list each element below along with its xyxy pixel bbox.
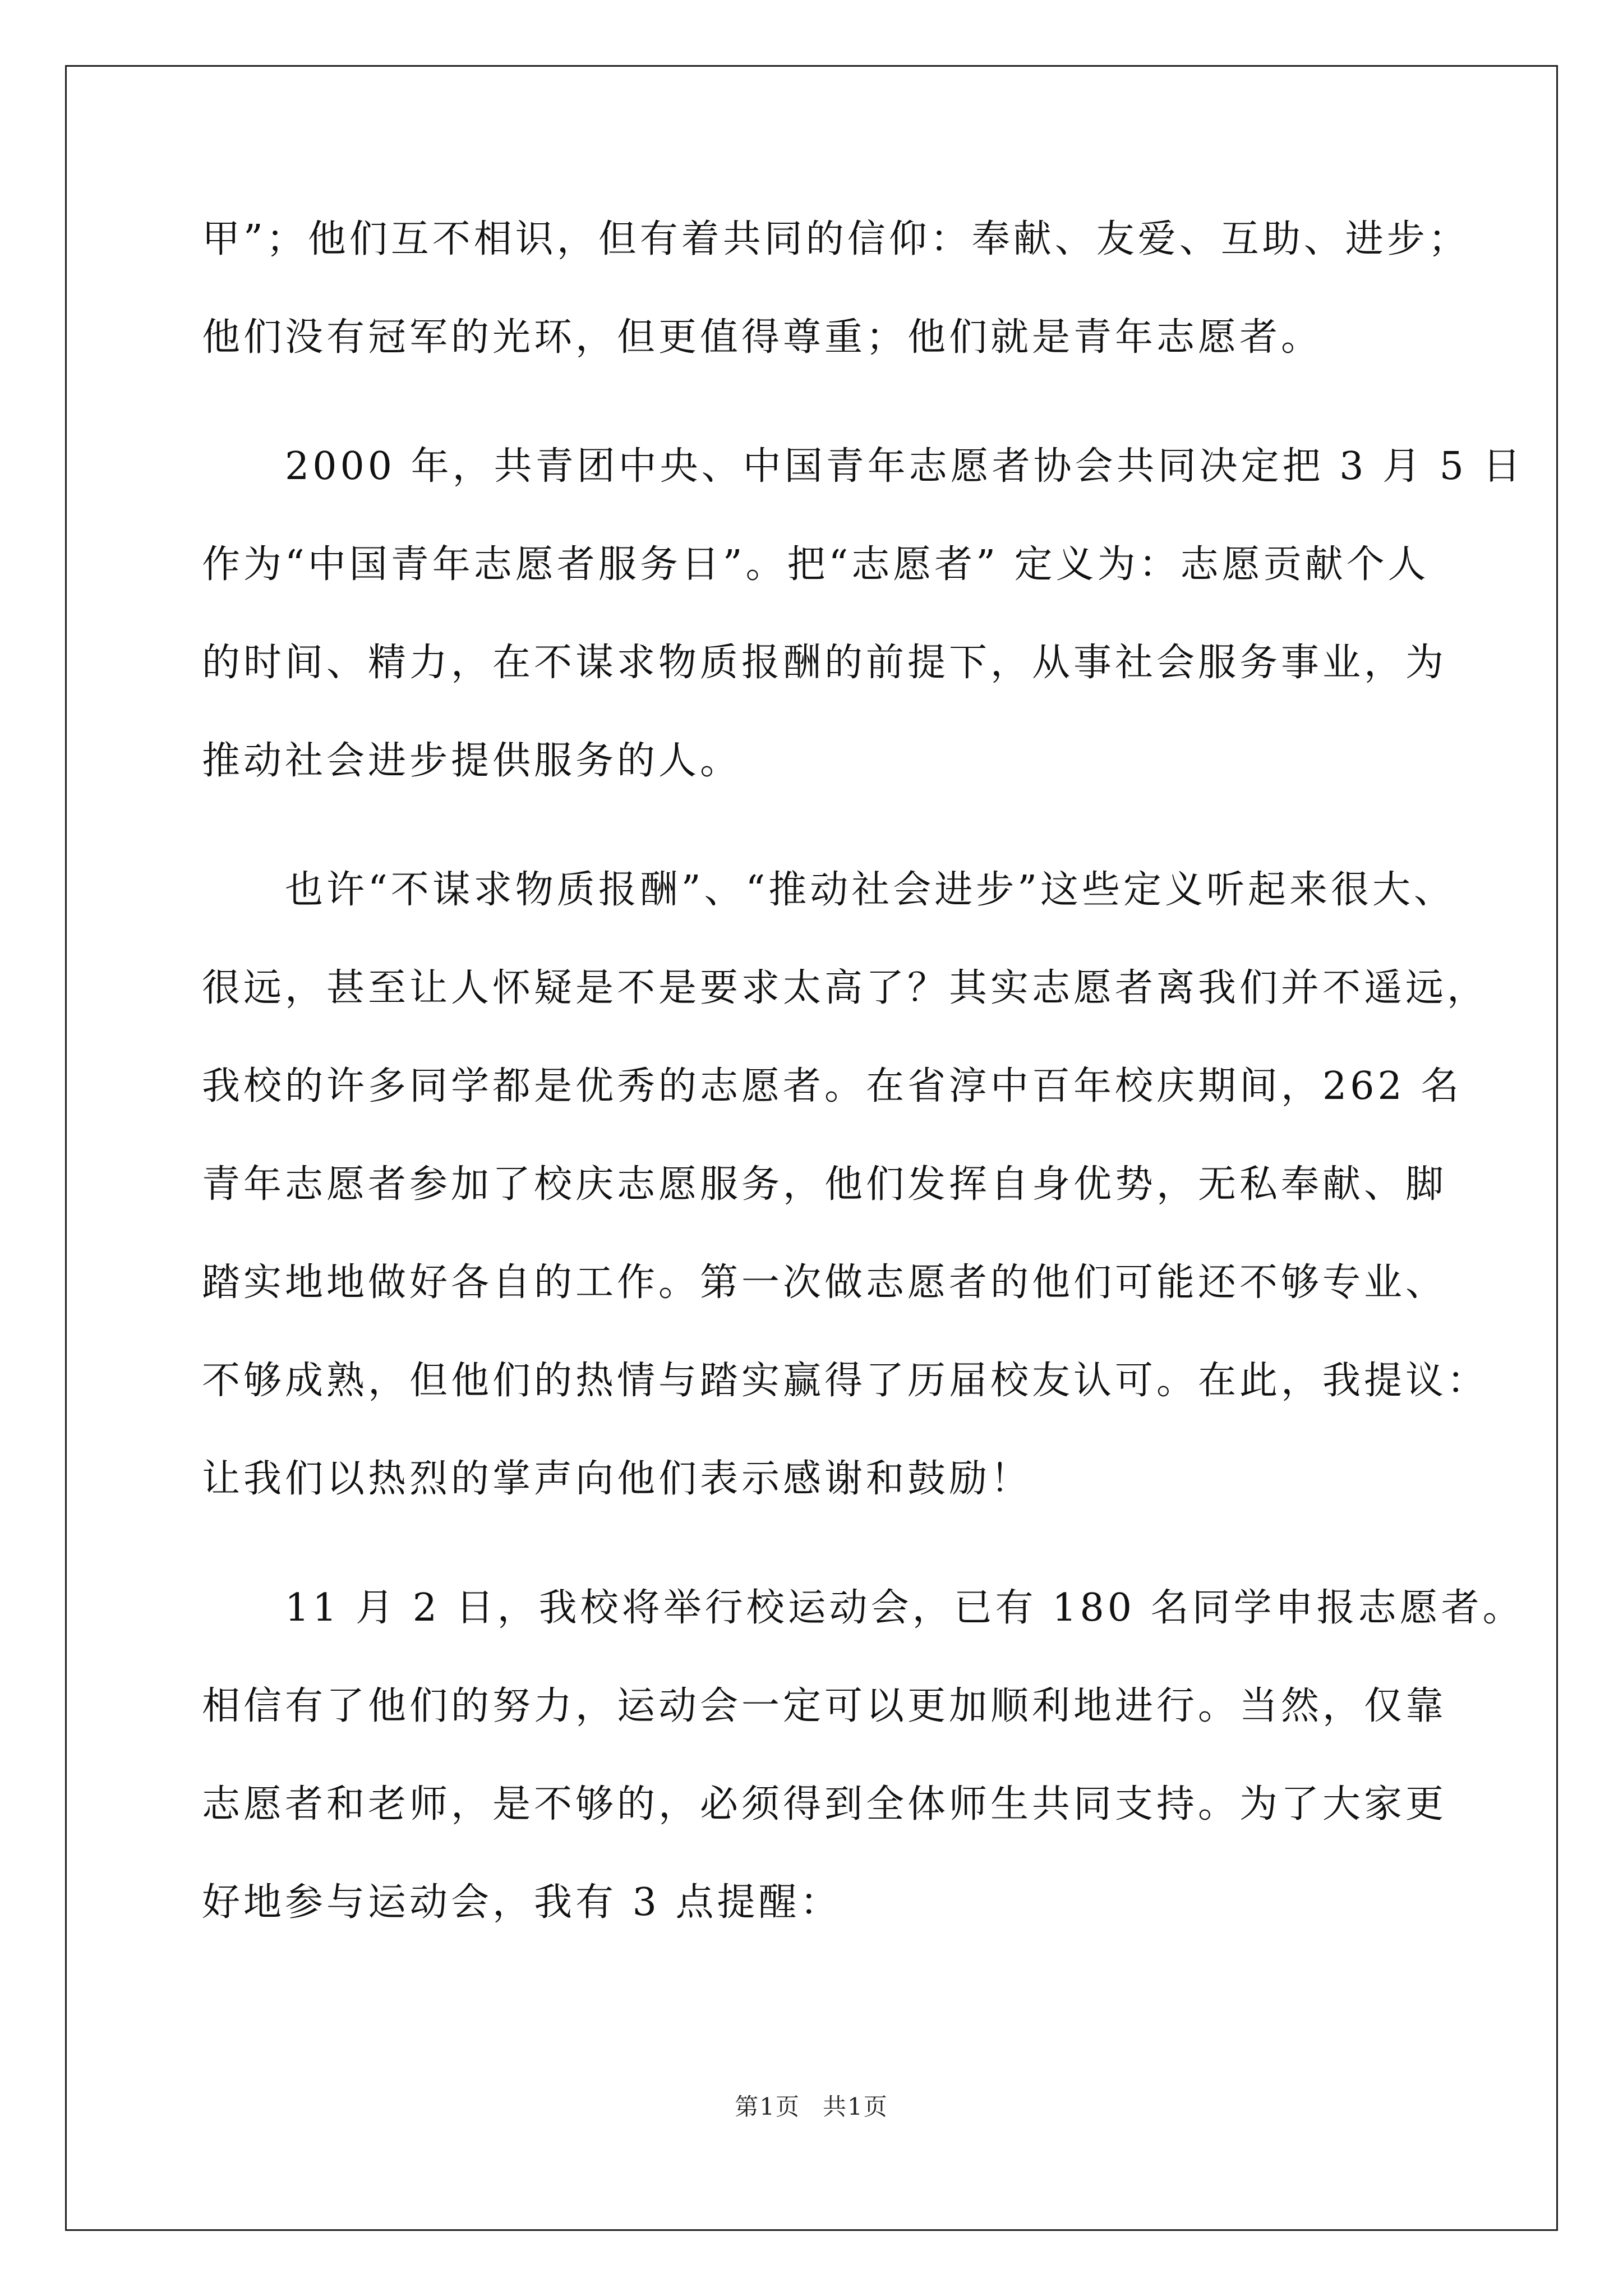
- text-line: 他们没有冠军的光环，但更值得尊重；他们就是青年志愿者。: [202, 315, 1323, 360]
- text-line: 推动社会进步提供服务的人。: [202, 739, 742, 783]
- text-line: 踏实地地做好各自的工作。第一次做志愿者的他们可能还不够专业、: [202, 1260, 1447, 1305]
- text-line: 11 月 2 日，我校将举行校运动会，已有 180 名同学申报志愿者。: [202, 1586, 1524, 1630]
- text-line: 很远，甚至让人怀疑是不是要求太高了？其实志愿者离我们并不遥远，: [202, 966, 1489, 1010]
- text-line: 好地参与运动会，我有 3 点提醒：: [202, 1880, 842, 1925]
- text-line: 相信有了他们的努力，运动会一定可以更加顺利地进行。当然，仅靠: [202, 1684, 1447, 1728]
- page-total: 共1页: [823, 2093, 888, 2120]
- text-line: 不够成熟，但他们的热情与踏实赢得了历届校友认可。在此，我提议：: [202, 1359, 1489, 1403]
- text-line: 甲”；他们互不相识，但有着共同的信仰：奉献、友爱、互助、进步；: [202, 217, 1470, 261]
- text-line: 作为“中国青年志愿者服务日”。把“志愿者” 定义为：志愿贡献个人: [202, 542, 1430, 587]
- page-footer: [0, 2090, 1623, 2124]
- text-line: 青年志愿者参加了校庆志愿服务，他们发挥自身优势，无私奉献、脚: [202, 1162, 1447, 1207]
- text-line: 2000 年，共青团中央、中国青年志愿者协会共同决定把 3 月 5 日: [202, 444, 1524, 489]
- text-line: 的时间、精力，在不谋求物质报酬的前提下，从事社会服务事业，为: [202, 641, 1447, 685]
- text-line: 志愿者和老师，是不够的，必须得到全体师生共同支持。为了大家更: [202, 1782, 1447, 1826]
- text-line: 也许“不谋求物质报酬”、“推动社会进步”这些定义听起来很大、: [202, 868, 1456, 912]
- text-line: 我校的许多同学都是优秀的志愿者。在省淳中百年校庆期间，262 名: [202, 1064, 1463, 1108]
- page-number: 第1页: [735, 2093, 800, 2120]
- text-line: 让我们以热烈的掌声向他们表示感谢和鼓励！: [202, 1457, 1032, 1501]
